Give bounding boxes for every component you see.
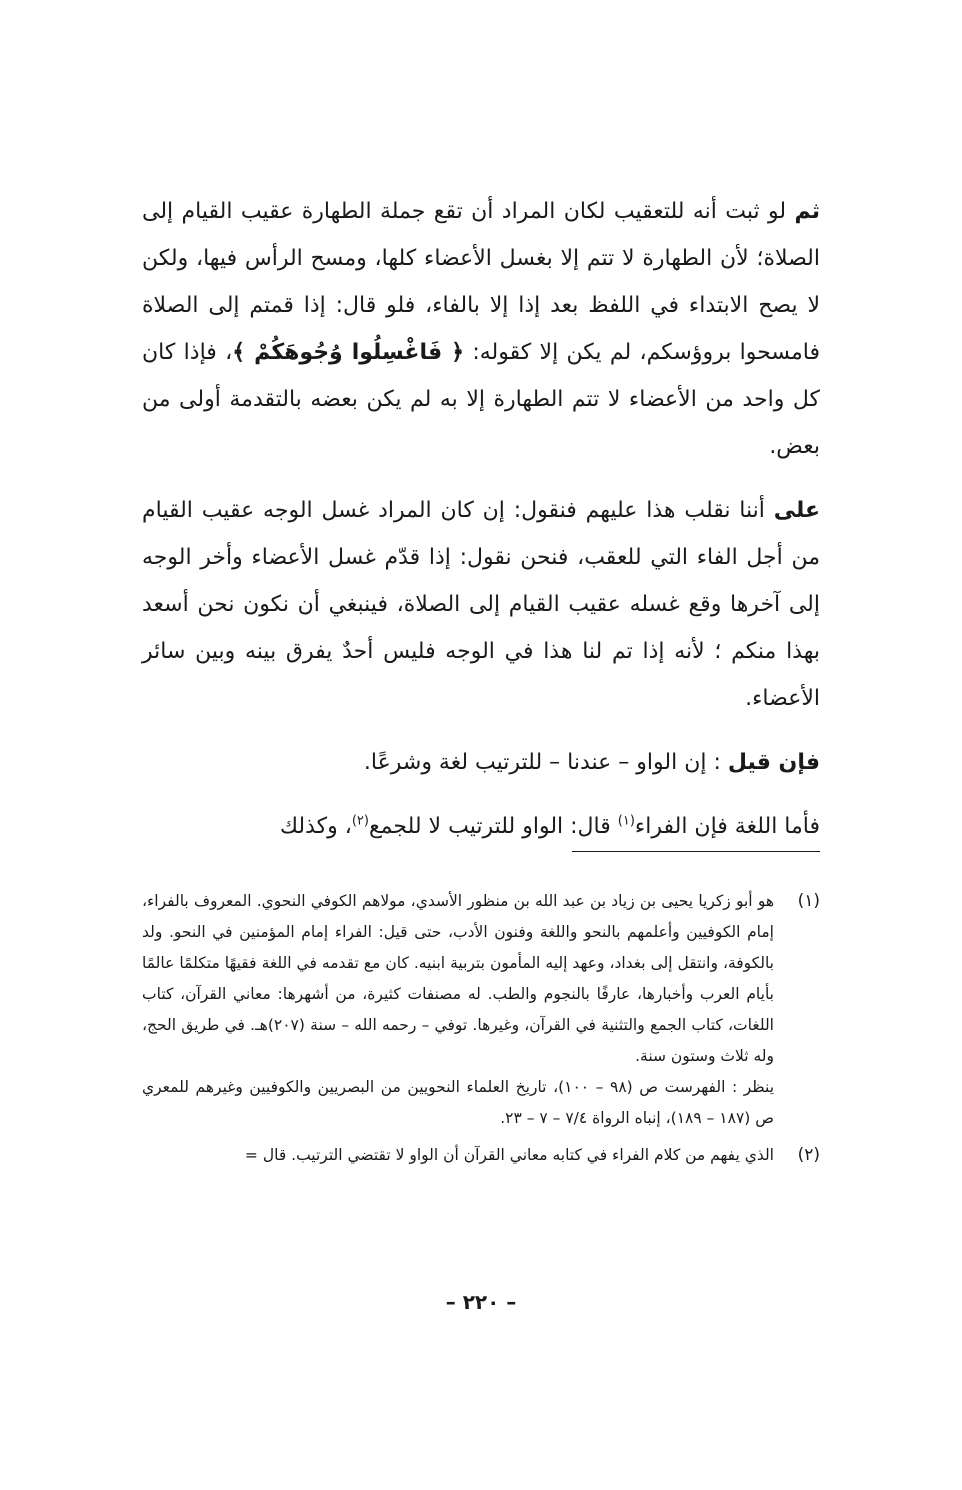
footnote-number: (١) xyxy=(797,891,820,911)
paragraph-4 xyxy=(142,803,820,850)
paragraph-text: ، وكذلك xyxy=(279,814,352,839)
main-text xyxy=(142,188,820,867)
footnote xyxy=(142,886,820,1134)
footnote-text: الذي يفهم من كلام الفراء في كتابه معاني القرآن أن الواو لا تقتضي الترتيب. قال = xyxy=(244,1146,774,1164)
paragraph-text: أننا نقلب هذا عليهم فنقول: إن كان المراد غسل الوجه عقيب القيام من أجل الفاء التي للعقب، فنحن نقول: إذا قدّم غسل الأعضاء وأخر الوجه إلى آخرها وقع غسله عقيب القيام إلى الصلاة، فينبغي أن نكون نحن أسعد بهذا منكم ؛ لأنه إذا تم لنا هذا في الوجه فليس أحدٌ يفرق بينه وبين سائر الأعضاء. xyxy=(142,498,820,711)
footnote-number: (٢) xyxy=(797,1145,820,1165)
footnote-text: ينظر : الفهرست ص (٩٨ – ١٠٠)، تاريخ العلماء النحويين من البصريين والكوفيين وغيرهم للمعري ص (١٨٧ – ١٨٩)، إنباه الرواة ٧/٤ – ٧ – ٢٣. xyxy=(142,1078,775,1127)
lead-word: ثم xyxy=(794,199,820,224)
footnote-body xyxy=(142,1140,774,1171)
lead-word: على xyxy=(773,498,820,523)
footnotes xyxy=(142,886,820,1177)
paragraph-1 xyxy=(142,188,820,470)
paragraph-text: لو ثبت أنه للتعقيب لكان المراد أن تقع جملة الطهارة عقيب القيام إلى الصلاة؛ لأن الطهارة لا تتم إلا بغسل الأعضاء كلها، ومسح الرأس فيها، ولكن لا يصح الابتداء في اللفظ بعد إذا إلا بالفاء، فلو قال: إذا قمتم إلى الصلاة فامسحوا بروؤسكم، لم يكن إلا كقوله: xyxy=(142,199,820,365)
paragraph-text: ، فإذا كان كل واحد من الأعضاء لا تتم الطهارة إلا به لم يكن بعضه بالتقدمة أولى من بعض. xyxy=(142,340,820,459)
footnote-separator xyxy=(572,851,820,852)
page-number: – ٢٢٠ – xyxy=(445,1290,517,1314)
paragraph-2 xyxy=(142,487,820,722)
paragraph-text: فأما اللغة فإن الفراء xyxy=(634,814,820,839)
footnote-ref: (٢) xyxy=(351,813,369,829)
paragraph-text: قال: الواو للترتيب لا للجمع xyxy=(368,814,611,839)
lead-word: فإن قيل xyxy=(727,750,820,775)
footnote-body xyxy=(142,886,774,1134)
footnote-text: هو أبو زكريا يحيى بن زياد بن عبد الله بن منظور الأسدي، مولاهم الكوفي النحوي. المعروف بالفراء، إمام الكوفيين وأعلمهم بالنحو واللغة وفنون الأدب، حتى قيل: الفراء إمام المؤمنين في النحو. ولد بالكوفة، وانتقل إلى بغداد، وعهد إليه المأمون بتربية ابنيه. كان مع تقدمه في اللغة فقيهًا متكلمًا عالمًا بأيام العرب وأخبارها، عارفًا بالنجوم والطب. له مصنفات كثيرة، من أشهرها: معاني القرآن، كتاب اللغات، كتاب الجمع والتثنية في القرآن، وغيرها. توفي – رحمه الله – سنة (٢٠٧)هـ. في طريق الحج، وله ثلاث وستون سنة. xyxy=(142,892,774,1065)
paragraph-3 xyxy=(142,739,820,786)
quran-verse: ﴿ فَاغْسِلُوا وُجُوهَكُمْ ﴾ xyxy=(232,340,464,365)
footnote-ref: (١) xyxy=(617,813,635,829)
footnote xyxy=(142,1140,820,1171)
paragraph-text: : إن الواو – عندنا – للترتيب لغة وشرعًا. xyxy=(363,750,721,775)
